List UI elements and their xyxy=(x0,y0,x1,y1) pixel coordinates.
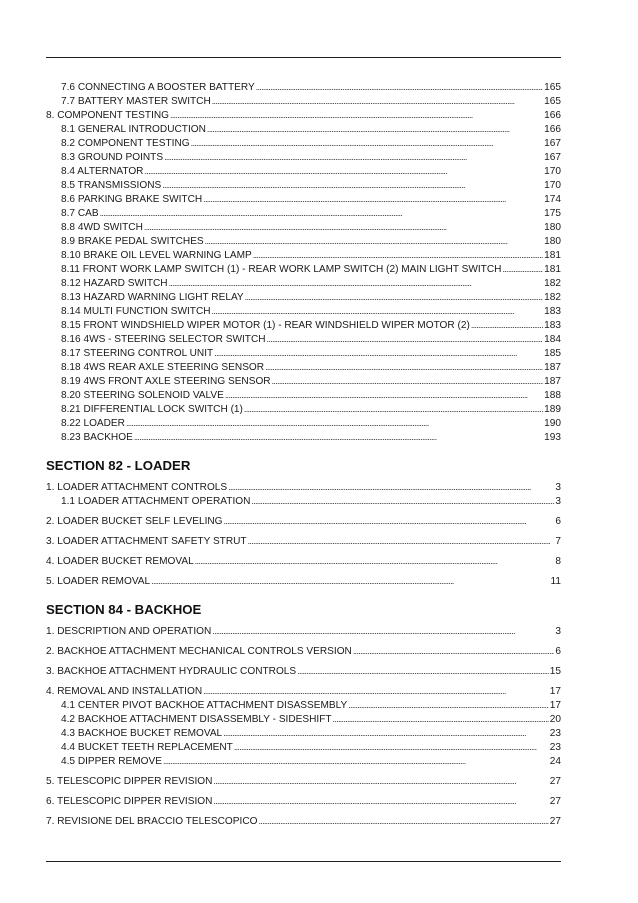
dot-leader xyxy=(471,318,543,333)
toc-entry-title: 8.19 4WS FRONT AXLE STEERING SENSOR xyxy=(61,376,271,387)
toc-entry[interactable] xyxy=(46,698,561,712)
toc-entry-title: 8.11 FRONT WORK LAMP SWITCH (1) - REAR WORK LAMP SWITCH (2) MAIN LIGHT SWITCH xyxy=(61,264,502,275)
top-rule xyxy=(46,57,561,58)
toc-entry-page: 183 xyxy=(544,306,561,317)
toc-entry[interactable] xyxy=(46,514,561,528)
toc-entry-page: 167 xyxy=(544,138,561,149)
toc-entry-page: 15 xyxy=(549,666,561,677)
toc-entry-page: 185 xyxy=(544,348,561,359)
toc-entry[interactable] xyxy=(46,624,561,638)
toc-entry-title: 8.7 CAB xyxy=(61,208,99,219)
toc-entry-title: 4. LOADER BUCKET REMOVAL xyxy=(46,556,194,567)
toc-entry-page: 170 xyxy=(544,180,561,191)
dot-leader xyxy=(205,234,543,249)
dot-leader xyxy=(256,80,543,95)
dot-leader xyxy=(223,726,549,741)
toc-entry[interactable] xyxy=(46,234,561,248)
bottom-rule xyxy=(46,861,561,862)
toc-entry-title: 4. REMOVAL AND INSTALLATION xyxy=(46,686,203,697)
toc-entry[interactable] xyxy=(46,726,561,740)
dot-leader xyxy=(213,794,548,809)
toc-entry-page: 3 xyxy=(555,496,561,507)
section-heading: SECTION 82 - LOADER xyxy=(46,458,191,473)
toc-entry-page: 6 xyxy=(555,516,561,527)
toc-entry-title: 8.3 GROUND POINTS xyxy=(61,152,164,163)
toc-entry-title: 4.4 BUCKET TEETH REPLACEMENT xyxy=(61,742,233,753)
toc-entry-page: 23 xyxy=(549,728,561,739)
toc-entry[interactable] xyxy=(46,318,561,332)
toc-entry[interactable] xyxy=(46,388,561,402)
toc-entry[interactable] xyxy=(46,754,561,768)
toc-entry[interactable] xyxy=(46,346,561,360)
toc-entry-title: 5. LOADER REMOVAL xyxy=(46,576,151,587)
toc-entry-title: 5. TELESCOPIC DIPPER REVISION xyxy=(46,776,213,787)
toc-entry-page: 24 xyxy=(549,756,561,767)
toc-entry-page: 27 xyxy=(549,796,561,807)
toc-entry[interactable] xyxy=(46,664,561,678)
dot-leader xyxy=(265,360,543,375)
toc-entry[interactable] xyxy=(46,374,561,388)
dot-leader xyxy=(203,192,543,207)
toc-entry-title: 8.14 MULTI FUNCTION SWITCH xyxy=(61,306,211,317)
toc-entry-title: 8.1 GENERAL INTRODUCTION xyxy=(61,124,206,135)
toc-entry-title: 7.6 CONNECTING A BOOSTER BATTERY xyxy=(61,82,255,93)
toc-entry[interactable] xyxy=(46,206,561,220)
toc-entry-page: 8 xyxy=(555,556,561,567)
toc-entry-page: 166 xyxy=(544,124,561,135)
toc-entry-title: 6. TELESCOPIC DIPPER REVISION xyxy=(46,796,213,807)
toc-entry[interactable] xyxy=(46,814,561,828)
toc-entry[interactable] xyxy=(46,712,561,726)
toc-entry-page: 166 xyxy=(544,110,561,121)
dot-leader xyxy=(169,276,544,291)
toc-entry-title: 8.8 4WD SWITCH xyxy=(61,222,143,233)
dot-leader xyxy=(164,150,543,165)
toc-entry-page: 189 xyxy=(544,404,561,415)
toc-entry-page: 187 xyxy=(544,376,561,387)
toc-entry[interactable] xyxy=(46,108,561,122)
toc-entry-title: 8.18 4WS REAR AXLE STEERING SENSOR xyxy=(61,362,265,373)
toc-entry-page: 190 xyxy=(544,418,561,429)
toc-entry-title: 8.9 BRAKE PEDAL SWITCHES xyxy=(61,236,204,247)
dot-leader xyxy=(162,178,543,193)
dot-leader xyxy=(212,304,544,319)
toc-entry-title: 4.5 DIPPER REMOVE xyxy=(61,756,162,767)
toc-entry-title: 8.12 HAZARD SWITCH xyxy=(61,278,168,289)
dot-leader xyxy=(353,644,555,659)
toc-entry[interactable] xyxy=(46,276,561,290)
dot-leader xyxy=(134,430,543,445)
toc-entry[interactable] xyxy=(46,740,561,754)
toc-entry-page: 165 xyxy=(544,82,561,93)
dot-leader xyxy=(151,574,549,589)
toc-entry[interactable] xyxy=(46,150,561,164)
toc-entry[interactable] xyxy=(46,192,561,206)
dot-leader xyxy=(126,416,543,431)
toc-entry-title: 3. LOADER ATTACHMENT SAFETY STRUT xyxy=(46,536,247,547)
dot-leader xyxy=(203,684,549,699)
toc-entry-title: 4.2 BACKHOE ATTACHMENT DISASSEMBLY - SIDESHIFT xyxy=(61,714,332,725)
toc-entry-title: 2. LOADER BUCKET SELF LEVELING xyxy=(46,516,223,527)
toc-entry-page: 188 xyxy=(544,390,561,401)
table-of-contents xyxy=(46,80,561,828)
toc-entry[interactable] xyxy=(46,574,561,588)
dot-leader xyxy=(213,774,548,789)
toc-entry[interactable] xyxy=(46,136,561,150)
dot-leader xyxy=(245,290,543,305)
toc-entry[interactable] xyxy=(46,80,561,94)
dot-leader xyxy=(191,136,544,151)
toc-entry[interactable] xyxy=(46,360,561,374)
toc-entry-page: 180 xyxy=(544,236,561,247)
toc-entry[interactable] xyxy=(46,684,561,698)
toc-entry-page: 3 xyxy=(555,626,561,637)
toc-entry[interactable] xyxy=(46,480,561,494)
toc-entry-title: 4.3 BACKHOE BUCKET REMOVAL xyxy=(61,728,223,739)
toc-entry[interactable] xyxy=(46,248,561,262)
toc-entry-page: 27 xyxy=(549,776,561,787)
toc-entry-title: 8.2 COMPONENT TESTING xyxy=(61,138,190,149)
toc-entry[interactable] xyxy=(46,220,561,234)
toc-entry[interactable] xyxy=(46,534,561,548)
dot-leader xyxy=(502,262,543,277)
dot-leader xyxy=(224,514,555,529)
dot-leader xyxy=(212,94,543,109)
dot-leader xyxy=(234,740,549,755)
toc-entry-page: 3 xyxy=(555,482,561,493)
toc-entry-title: 8.21 DIFFERENTIAL LOCK SWITCH (1) xyxy=(61,404,243,415)
dot-leader xyxy=(253,248,543,263)
toc-entry-page: 165 xyxy=(544,96,561,107)
toc-entry-page: 170 xyxy=(544,166,561,177)
dot-leader xyxy=(144,164,543,179)
toc-entry-page: 181 xyxy=(544,250,561,261)
toc-entry-title: 1. DESCRIPTION AND OPERATION xyxy=(46,626,212,637)
toc-entry[interactable] xyxy=(46,644,561,658)
toc-entry[interactable] xyxy=(46,262,561,276)
dot-leader xyxy=(212,624,554,639)
toc-entry[interactable] xyxy=(46,122,561,136)
toc-entry[interactable] xyxy=(46,402,561,416)
dot-leader xyxy=(163,754,549,769)
toc-entry-page: 180 xyxy=(544,222,561,233)
dot-leader xyxy=(258,814,548,829)
toc-entry-page: 174 xyxy=(544,194,561,205)
toc-entry-page: 182 xyxy=(544,292,561,303)
dot-leader xyxy=(333,712,549,727)
dot-leader xyxy=(272,374,544,389)
toc-entry-page: 181 xyxy=(544,264,561,275)
dot-leader xyxy=(297,664,549,679)
dot-leader xyxy=(144,220,543,235)
toc-entry[interactable] xyxy=(46,794,561,808)
toc-entry[interactable] xyxy=(46,178,561,192)
dot-leader xyxy=(195,554,555,569)
toc-entry-title: 2. BACKHOE ATTACHMENT MECHANICAL CONTROLS VERSION xyxy=(46,646,352,657)
dot-leader xyxy=(348,698,549,713)
toc-entry-page: 23 xyxy=(549,742,561,753)
toc-entry-title: 8.13 HAZARD WARNING LIGHT RELAY xyxy=(61,292,244,303)
toc-entry[interactable] xyxy=(46,554,561,568)
dot-leader xyxy=(214,346,543,361)
toc-entry-title: 3. BACKHOE ATTACHMENT HYDRAULIC CONTROLS xyxy=(46,666,297,677)
toc-entry[interactable] xyxy=(46,304,561,318)
toc-entry-title: 8.17 STEERING CONTROL UNIT xyxy=(61,348,214,359)
toc-entry[interactable] xyxy=(46,332,561,346)
toc-entry-page: 184 xyxy=(544,334,561,345)
toc-entry-title: 7. REVISIONE DEL BRACCIO TELESCOPICO xyxy=(46,816,258,827)
toc-entry[interactable] xyxy=(46,164,561,178)
toc-entry-title: 1. LOADER ATTACHMENT CONTROLS xyxy=(46,482,228,493)
dot-leader xyxy=(251,494,554,509)
toc-entry-page: 167 xyxy=(544,152,561,163)
dot-leader xyxy=(228,480,554,495)
toc-entry-title: 8. COMPONENT TESTING xyxy=(46,110,170,121)
toc-entry[interactable] xyxy=(46,494,561,508)
toc-entry-title: 8.6 PARKING BRAKE SWITCH xyxy=(61,194,203,205)
toc-entry-title: 8.5 TRANSMISSIONS xyxy=(61,180,162,191)
toc-entry-page: 7 xyxy=(555,536,561,547)
toc-entry-title: 8.16 4WS - STEERING SELECTOR SWITCH xyxy=(61,334,266,345)
dot-leader xyxy=(248,534,555,549)
toc-entry[interactable] xyxy=(46,290,561,304)
dot-leader xyxy=(100,206,544,221)
toc-entry-page: 182 xyxy=(544,278,561,289)
toc-entry[interactable] xyxy=(46,416,561,430)
toc-entry-page: 193 xyxy=(544,432,561,443)
toc-entry[interactable] xyxy=(46,774,561,788)
toc-entry-title: 1.1 LOADER ATTACHMENT OPERATION xyxy=(61,496,251,507)
toc-entry-title: 4.1 CENTER PIVOT BACKHOE ATTACHMENT DISASSEMBLY xyxy=(61,700,348,711)
toc-entry-page: 175 xyxy=(544,208,561,219)
dot-leader xyxy=(170,108,543,123)
toc-entry-title: 8.15 FRONT WINDSHIELD WIPER MOTOR (1) - REAR WINDSHIELD WIPER MOTOR (2) xyxy=(61,320,470,331)
toc-entry-page: 183 xyxy=(544,320,561,331)
toc-entry-page: 187 xyxy=(544,362,561,373)
toc-entry-title: 8.22 LOADER xyxy=(61,418,125,429)
toc-entry-title: 7.7 BATTERY MASTER SWITCH xyxy=(61,96,211,107)
dot-leader xyxy=(244,402,543,417)
toc-entry-page: 17 xyxy=(549,700,561,711)
toc-entry-title: 8.23 BACKHOE xyxy=(61,432,133,443)
toc-entry[interactable] xyxy=(46,94,561,108)
toc-entry-page: 11 xyxy=(550,576,561,587)
dot-leader xyxy=(207,122,543,137)
section-heading: SECTION 84 - BACKHOE xyxy=(46,602,202,617)
dot-leader xyxy=(225,388,543,403)
dot-leader xyxy=(267,332,544,347)
toc-entry-page: 27 xyxy=(549,816,561,827)
toc-entry-page: 6 xyxy=(555,646,561,657)
toc-entry-title: 8.10 BRAKE OIL LEVEL WARNING LAMP xyxy=(61,250,252,261)
toc-entry[interactable] xyxy=(46,430,561,444)
toc-entry-page: 17 xyxy=(549,686,561,697)
toc-entry-title: 8.4 ALTERNATOR xyxy=(61,166,144,177)
toc-entry-title: 8.20 STEERING SOLENOID VALVE xyxy=(61,390,224,401)
toc-entry-page: 20 xyxy=(549,714,561,725)
